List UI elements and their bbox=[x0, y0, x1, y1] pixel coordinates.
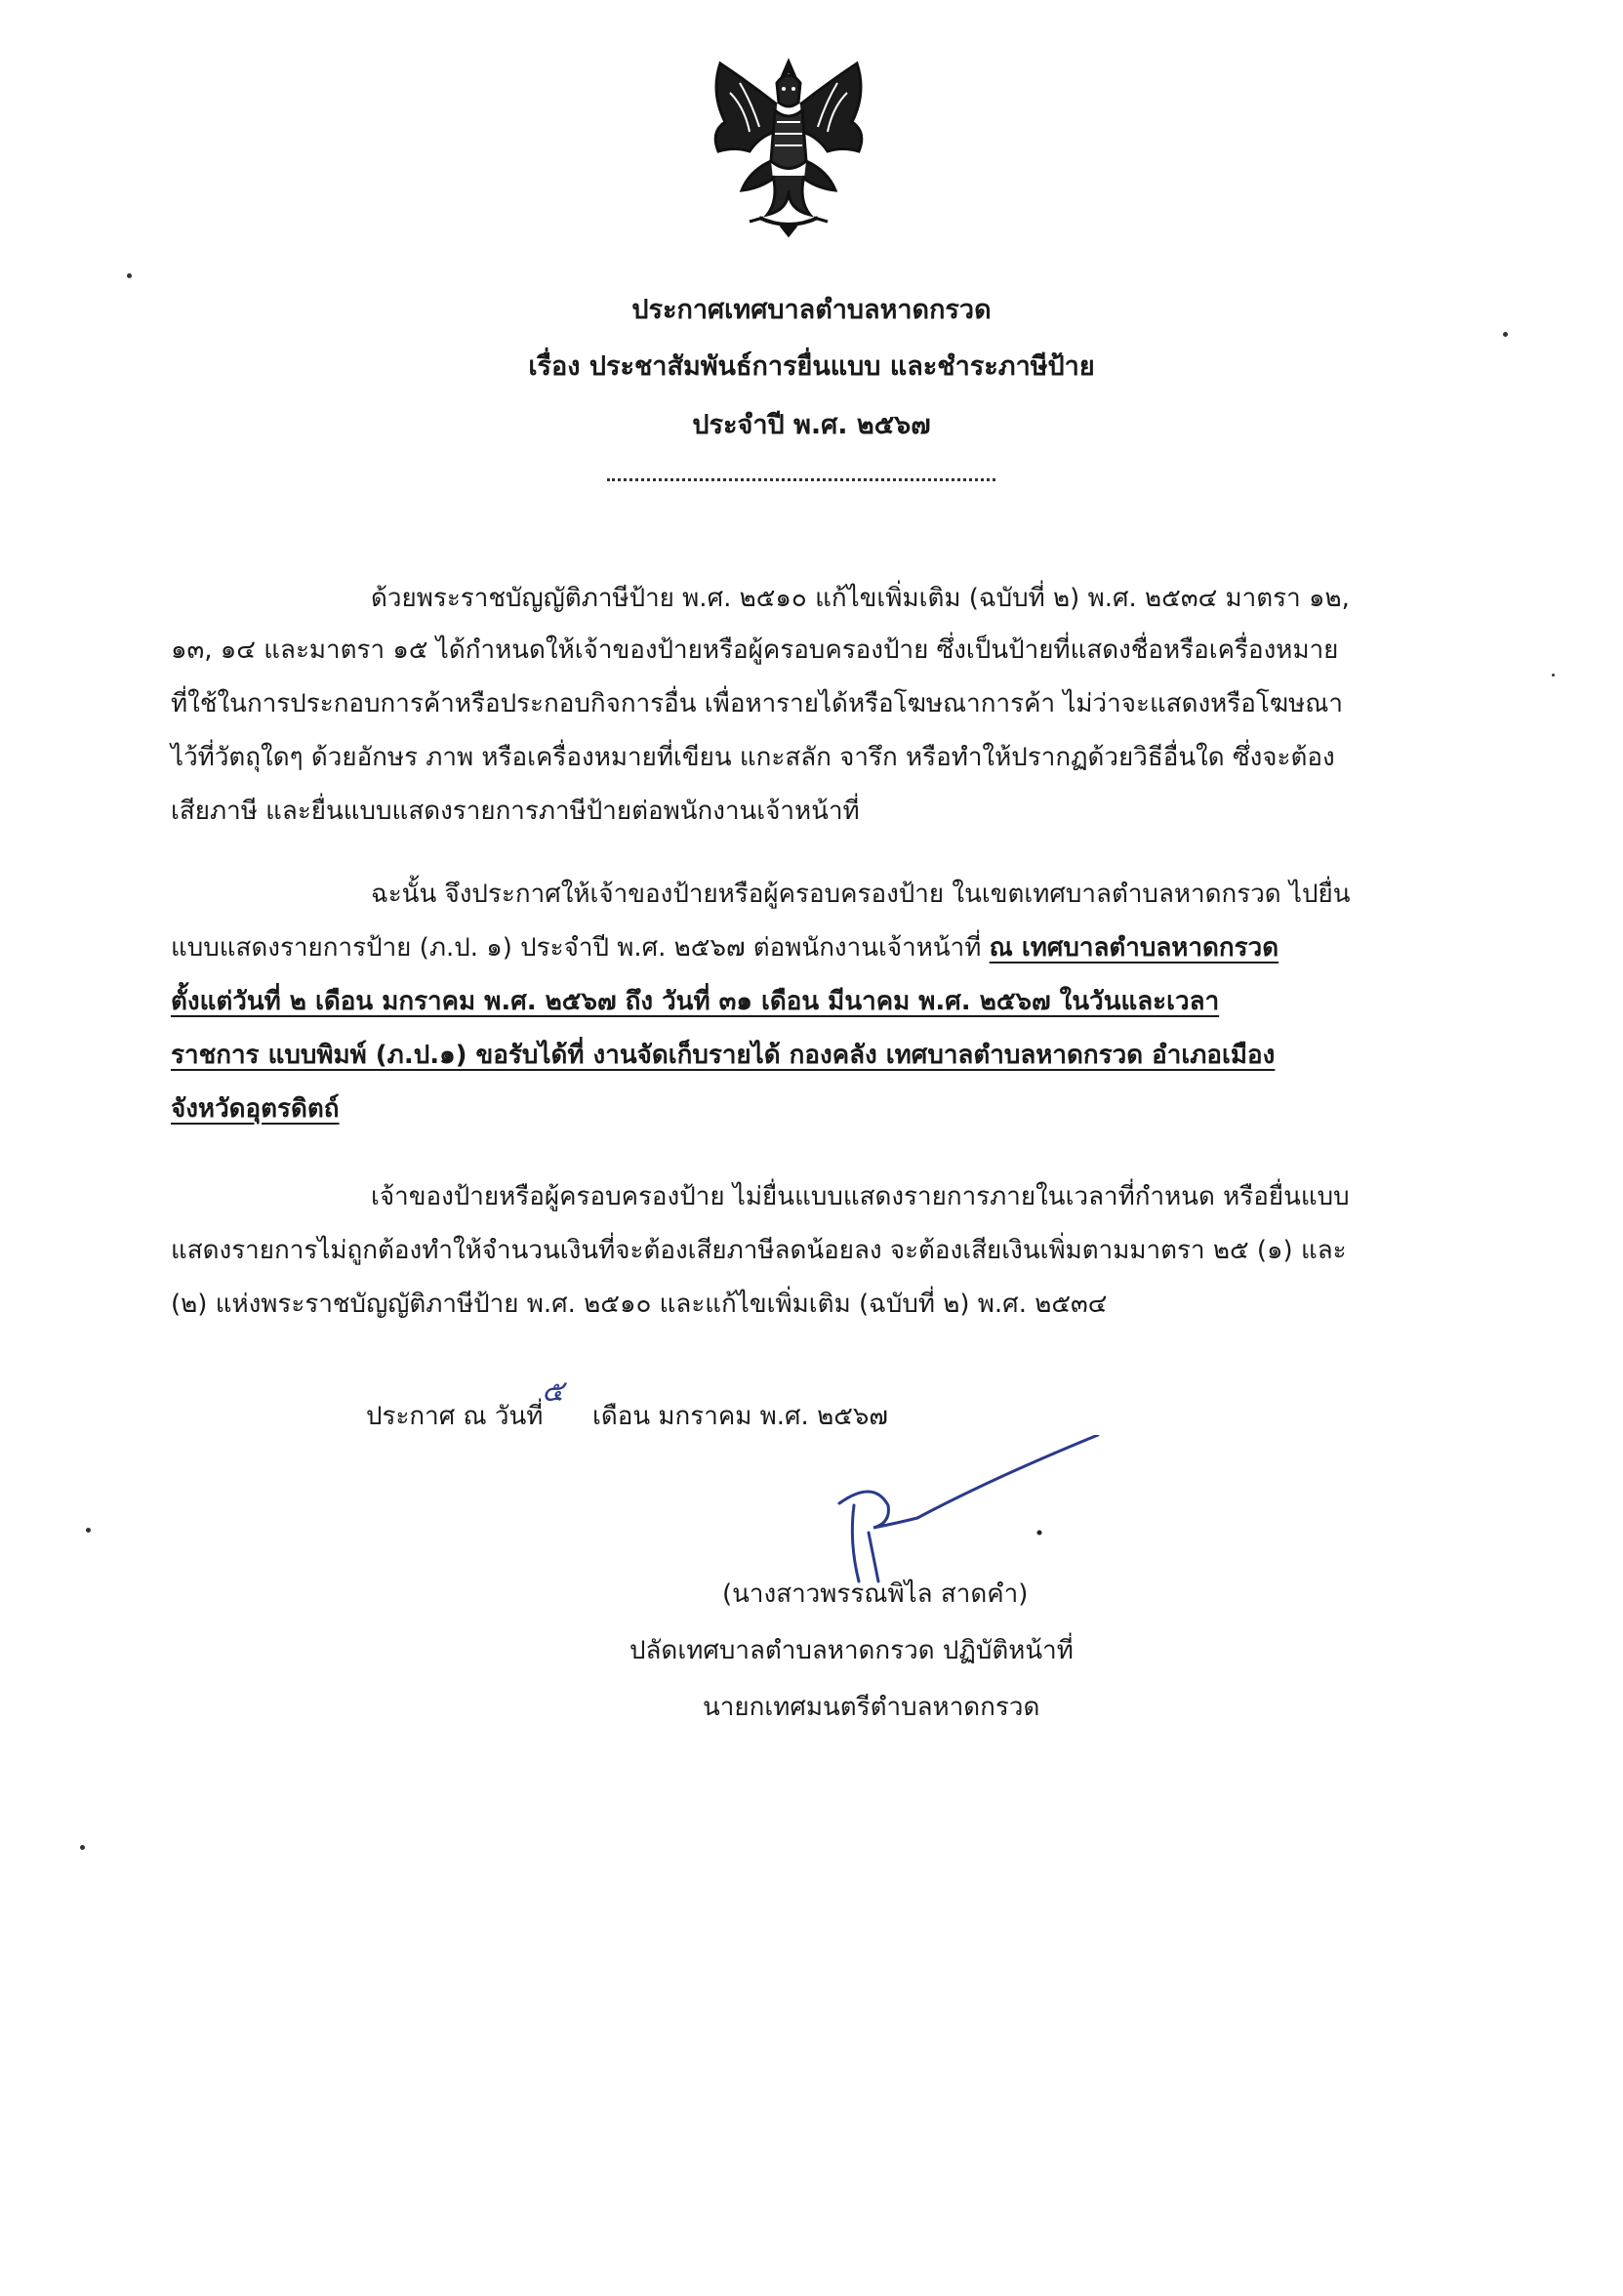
signatory-name: (นางสาวพรรณพิไล สาดคำ) bbox=[722, 1579, 1029, 1609]
paragraph-3-line-3: (๒) แห่งพระราชบัญญัติภาษีป้าย พ.ศ. ๒๕๑๐ และแก้ไขเพิ่มเติม (ฉบับที่ ๒) พ.ศ. ๒๕๓๔ bbox=[171, 1290, 1108, 1319]
dotted-divider bbox=[607, 478, 995, 481]
announcement-year: ประจำปี พ.ศ. ๒๕๖๗ bbox=[692, 410, 931, 440]
paragraph-2-line-2-plain: แบบแสดงรายการป้าย (ภ.ป. ๑) ประจำปี พ.ศ. ๒๕๖๗ ต่อพนักงานเจ้าหน้าที่ bbox=[171, 933, 990, 963]
paragraph-2-line-1: ฉะนั้น จึงประกาศให้เจ้าของป้ายหรือผู้ครอบครองป้าย ในเขตเทศบาลตำบลหาดกรวด ไปยื่น bbox=[371, 880, 1351, 909]
paragraph-1-line-3: ที่ใช้ในการประกอบการค้าหรือประกอบกิจการอื่น เพื่อหารายได้หรือโฆษณาการค้า ไม่ว่าจะแสดงหรือโฆษณา bbox=[171, 689, 1344, 718]
paragraph-2-line-5: จังหวัดอุตรดิตถ์ bbox=[171, 1094, 340, 1124]
paragraph-1-line-1: ด้วยพระราชบัญญัติภาษีป้าย พ.ศ. ๒๕๑๐ แก้ไขเพิ่มเติม (ฉบับที่ ๒) พ.ศ. ๒๕๓๔ มาตรา ๑๒, bbox=[371, 584, 1350, 613]
paragraph-2-line-3: ตั้งแต่วันที่ ๒ เดือน มกราคม พ.ศ. ๒๕๖๗ ถึง วันที่ ๓๑ เดือน มีนาคม พ.ศ. ๒๕๖๗ ในวันและเวลา bbox=[171, 987, 1220, 1016]
announcement-title: ประกาศเทศบาลตำบลหาดกรวด bbox=[631, 295, 992, 325]
handwritten-day: ๕ bbox=[542, 1374, 564, 1409]
paragraph-3-line-1: เจ้าของป้ายหรือผู้ครอบครองป้าย ไม่ยื่นแบบแสดงรายการภายในเวลาที่กำหนด หรือยื่นแบบ bbox=[371, 1182, 1350, 1211]
dateline-suffix: เดือน มกราคม พ.ศ. ๒๕๖๗ bbox=[591, 1402, 888, 1431]
scan-speck bbox=[80, 1845, 85, 1850]
scan-speck bbox=[127, 273, 132, 278]
paragraph-3-line-2: แสดงรายการไม่ถูกต้องทำให้จำนวนเงินที่จะต้องเสียภาษีลดน้อยลง จะต้องเสียเงินเพิ่มตามมาตรา ๒๕ (๑) และ bbox=[171, 1236, 1347, 1265]
garuda-emblem-icon bbox=[691, 54, 886, 239]
paragraph-1-line-4: ไว้ที่วัตถุใดๆ ด้วยอักษร ภาพ หรือเครื่องหมายที่เขียน แกะสลัก จารึก หรือทำให้ปรากฏด้วยวิธีอื่นใด ซึ่งจะต้อง bbox=[171, 743, 1335, 772]
dateline-prefix: ประกาศ ณ วันที่ bbox=[366, 1402, 544, 1431]
paragraph-2-line-2 bbox=[171, 930, 1278, 965]
dateline bbox=[366, 1399, 888, 1434]
paragraph-2-line-2-emphasis: ณ เทศบาลตำบลหาดกรวด bbox=[989, 933, 1279, 963]
announcement-subject: เรื่อง ประชาสัมพันธ์การยื่นแบบ และชำระภาษีป้าย bbox=[528, 351, 1095, 382]
paragraph-2-line-4: ราชการ แบบพิมพ์ (ภ.ป.๑) ขอรับได้ที่ งานจัดเก็บรายได้ กองคลัง เทศบาลตำบลหาดกรวด อำเภอเมือง bbox=[171, 1041, 1276, 1070]
paragraph-1-line-5: เสียภาษี และยื่นแบบแสดงรายการภาษีป้ายต่อพนักงานเจ้าหน้าที่ bbox=[171, 797, 860, 826]
scan-speck bbox=[1503, 332, 1508, 337]
paragraph-1-line-2: ๑๓, ๑๔ และมาตรา ๑๕ ได้กำหนดให้เจ้าของป้ายหรือผู้ครอบครองป้าย ซึ่งเป็นป้ายที่แสดงชื่อหรือเครื่องหมาย bbox=[171, 636, 1339, 665]
signatory-position-2: นายกเทศมนตรีตำบลหาดกรวด bbox=[703, 1693, 1040, 1722]
scan-speck bbox=[86, 1528, 91, 1533]
signatory-position-1: ปลัดเทศบาลตำบลหาดกรวด ปฏิบัติหน้าที่ bbox=[629, 1636, 1074, 1665]
signature-mark bbox=[834, 1435, 1108, 1591]
scan-speck bbox=[1552, 674, 1555, 676]
